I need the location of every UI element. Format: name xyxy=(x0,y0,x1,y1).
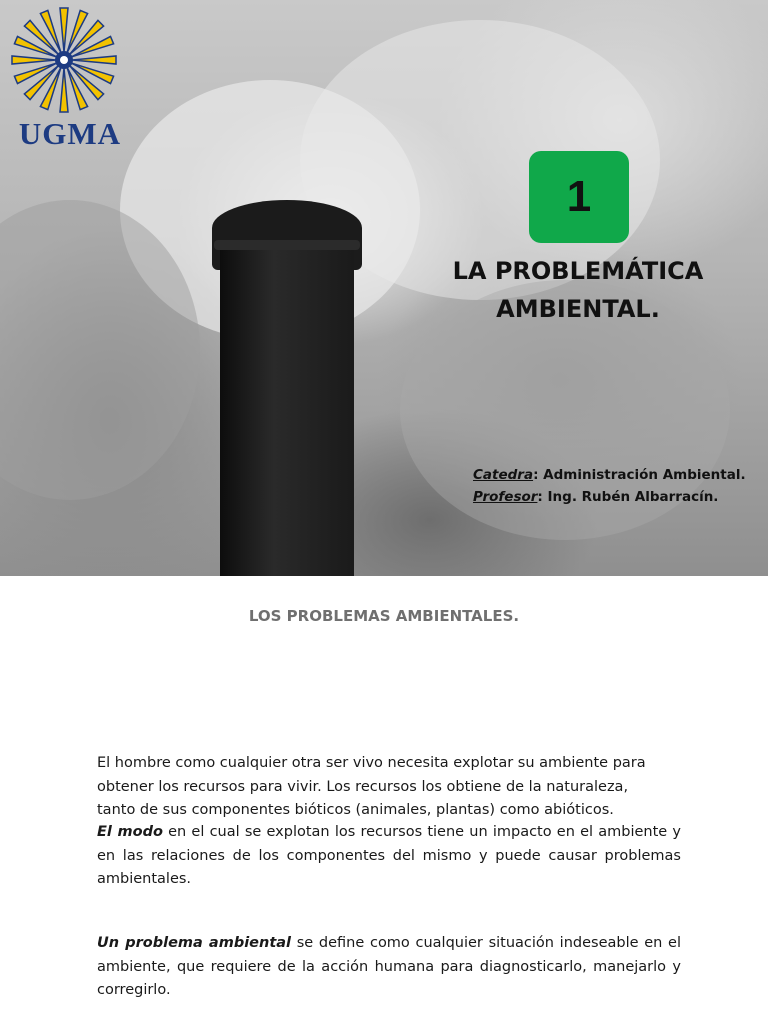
logo-text: UGMA xyxy=(18,116,122,151)
section-heading: LOS PROBLEMAS AMBIENTALES. xyxy=(248,607,520,625)
paragraph-definition xyxy=(97,932,681,1003)
catedra-value: Administración Ambiental. xyxy=(543,467,746,483)
course-info xyxy=(473,464,768,508)
slide-title: LA PROBLEMÁTICA AMBIENTAL. xyxy=(452,257,704,323)
paragraph-modo xyxy=(97,821,681,892)
emphasis-text: Un problema ambiental xyxy=(97,935,292,951)
paragraph-intro xyxy=(97,752,681,823)
profesor-value: Ing. Rubén Albarracín. xyxy=(547,489,719,505)
profesor-line: Profesor: Ing. Rubén Albarracín. xyxy=(473,489,719,505)
paragraph-line: tanto de sus componentes bióticos (animales, plantas) como abióticos. xyxy=(97,802,614,818)
profesor-label: Profesor xyxy=(473,489,538,505)
sunburst-logo-icon xyxy=(4,4,132,116)
paragraph-text: se define como cualquier situación indeseable en el ambiente, que requiere de la acción humana para diagnosticarlo, manejarlo y corregirlo. xyxy=(97,935,681,998)
chimney xyxy=(220,240,354,576)
chapter-number-badge: 1 xyxy=(529,151,629,243)
catedra-label: Catedra xyxy=(473,467,534,483)
paragraph-line: El hombre como cualquier otra ser vivo necesita explotar su ambiente para xyxy=(97,755,646,771)
paragraph-text: en el cual se explotan los recursos tiene un impacto en el ambiente y en las relaciones de los componentes del mismo y puede causar problemas ambientales. xyxy=(97,824,681,887)
catedra-line: Catedra: Administración Ambiental. xyxy=(473,467,746,483)
ugma-logo xyxy=(4,4,132,154)
paragraph-line: obtener los recursos para vivir. Los recursos los obtiene de la naturaleza, xyxy=(97,778,629,795)
emphasis-text: El modo xyxy=(97,824,163,840)
